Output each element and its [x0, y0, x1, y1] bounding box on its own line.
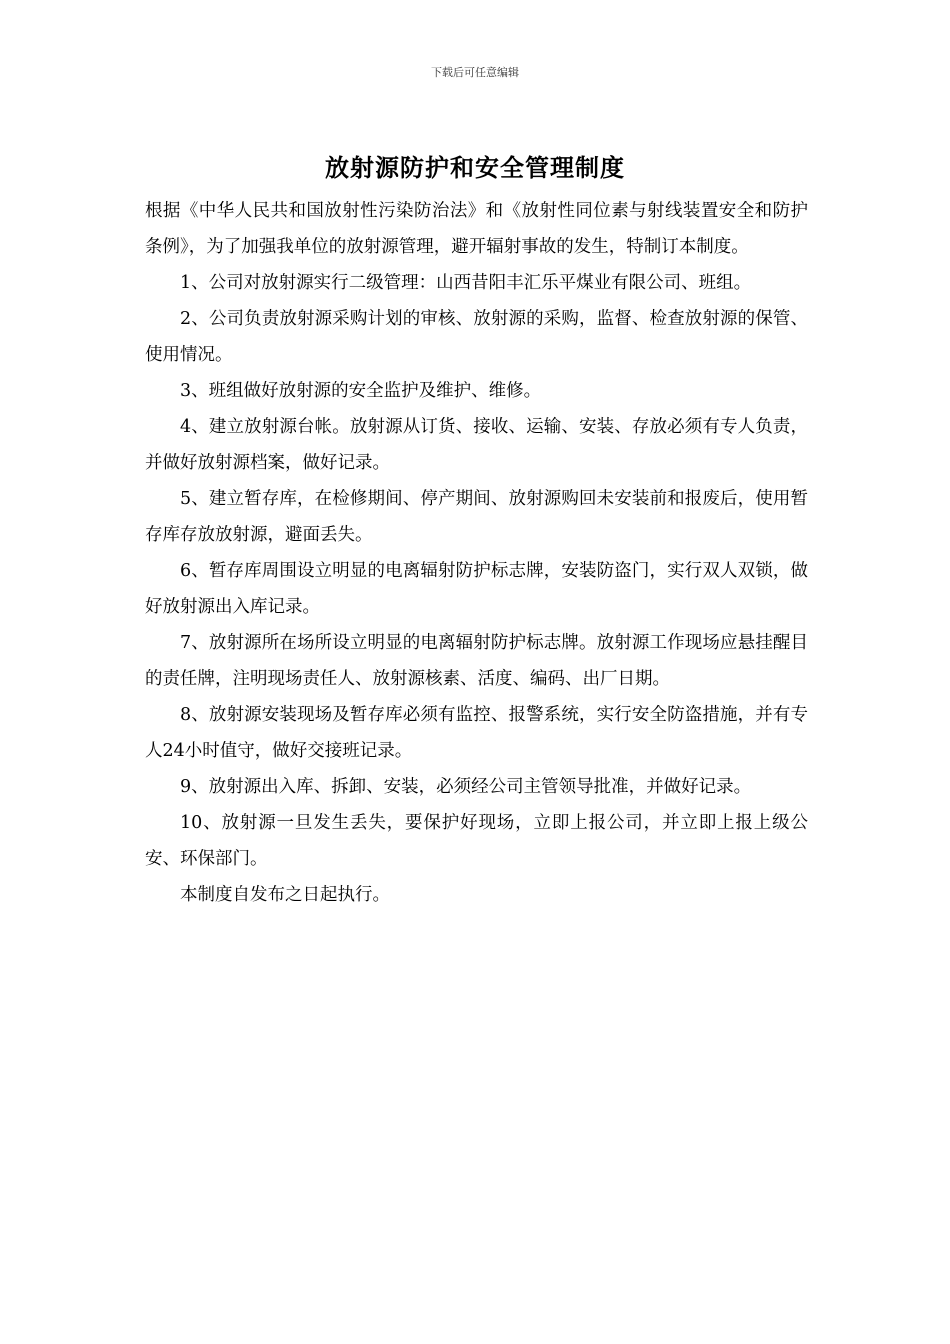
clause-9: 9、放射源出入库、拆卸、安装，必须经公司主管领导批准，并做好记录。 — [180, 777, 752, 797]
clause-1: 1、公司对放射源实行二级管理：山西昔阳丰汇乐平煤业有限公司、班组。 — [180, 273, 752, 293]
clause-3: 3、班组做好放射源的安全监护及维护、维修。 — [180, 381, 542, 401]
clause-4: 4、建立放射源台帐。放射源从订货、接收、运输、安装、存放必须有专人负责，并做好放射源档案，做好记录。 — [145, 417, 808, 473]
clause-10: 10、放射源一旦发生丢失，要保护好现场，立即上报公司，并立即上报上级公安、环保部门。 — [145, 813, 808, 869]
clause-5: 5、建立暂存库，在检修期间、停产期间、放射源购回未安装前和报废后，使用暂存库存放放射源，避面丢失。 — [145, 489, 808, 545]
intro-paragraph: 根据《中华人民共和国放射性污染防治法》和《放射性同位素与射线装置安全和防护条例》，为了加强我单位的放射源管理，避开辐射事故的发生，特制订本制度。 — [145, 201, 808, 257]
clause-6: 6、暂存库周围设立明显的电离辐射防护标志牌，安装防盗门，实行双人双锁，做好放射源出入库记录。 — [145, 561, 808, 617]
clause-7: 7、放射源所在场所设立明显的电离辐射防护标志牌。放射源工作现场应悬挂醒目的责任牌，注明现场责任人、放射源核素、活度、编码、出厂日期。 — [145, 633, 808, 689]
document-body — [145, 193, 808, 913]
document-title: 放射源防护和安全管理制度 — [325, 153, 625, 182]
header-note: 下载后可任意编辑 — [431, 66, 519, 79]
closing-paragraph: 本制度自发布之日起执行。 — [180, 885, 390, 905]
clause-2: 2、公司负责放射源采购计划的审核、放射源的采购，监督、检查放射源的保管、使用情况。 — [145, 309, 808, 365]
clause-8: 8、放射源安装现场及暂存库必须有监控、报警系统，实行安全防盗措施，并有专人24小时值守，做好交接班记录。 — [145, 705, 808, 761]
